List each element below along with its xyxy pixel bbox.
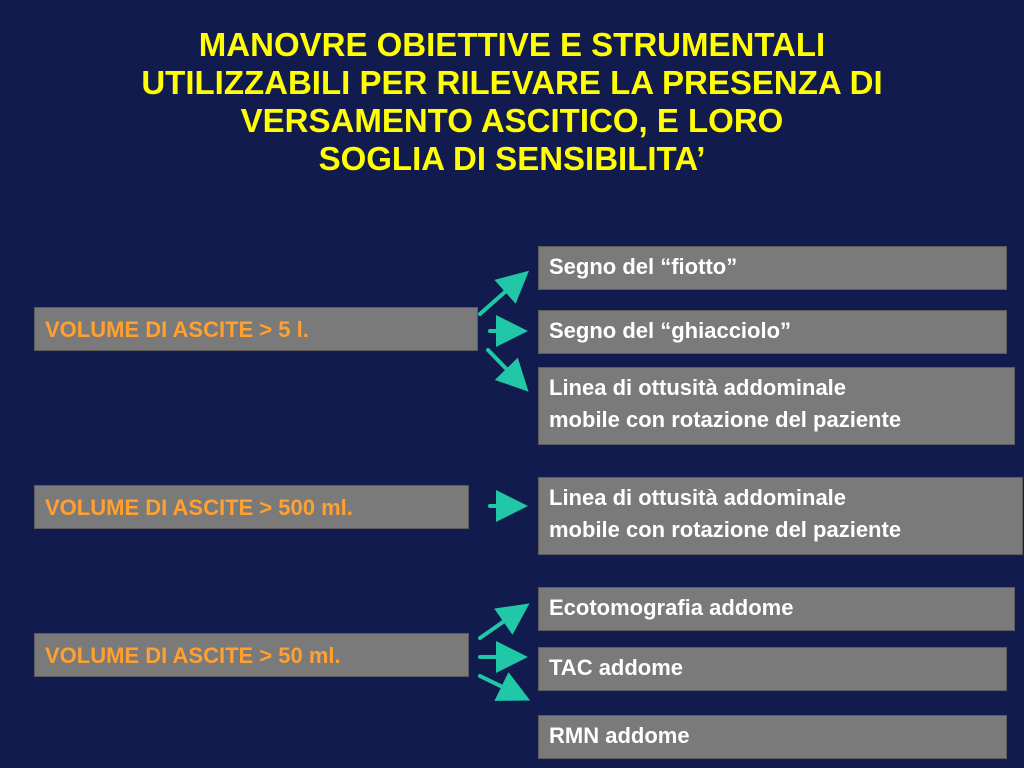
volume-label-500ml: VOLUME DI ASCITE > 500 ml.	[45, 495, 353, 520]
arrow-up-icon	[480, 276, 523, 314]
method-label: Segno del “ghiacciolo”	[549, 318, 792, 343]
arrow-down-icon	[488, 350, 523, 386]
arrow-up-icon	[480, 608, 523, 638]
title-line-3: VERSAMENTO ASCITICO, E LORO	[240, 102, 784, 139]
method-label: RMN addome	[549, 723, 690, 748]
method-label-line-2: mobile con rotazione del paziente	[549, 407, 902, 432]
method-label: TAC addome	[549, 655, 684, 680]
method-label-line-1: Linea di ottusità addominale	[549, 485, 847, 510]
title-line-1: MANOVRE OBIETTIVE E STRUMENTALI	[198, 26, 826, 63]
volume-label-5l: VOLUME DI ASCITE > 5 l.	[45, 317, 309, 342]
method-label-line-1: Linea di ottusità addominale	[549, 375, 847, 400]
volume-label-50ml: VOLUME DI ASCITE > 50 ml.	[45, 643, 341, 668]
title-line-4: SOGLIA DI SENSIBILITA’	[318, 140, 706, 177]
method-label: Segno del “fiotto”	[549, 254, 738, 279]
method-label: Ecotomografia addome	[549, 595, 794, 620]
method-label-line-2: mobile con rotazione del paziente	[549, 517, 902, 542]
title-line-2: UTILIZZABILI PER RILEVARE LA PRESENZA DI	[141, 64, 883, 101]
arrow-down-icon	[480, 676, 523, 697]
